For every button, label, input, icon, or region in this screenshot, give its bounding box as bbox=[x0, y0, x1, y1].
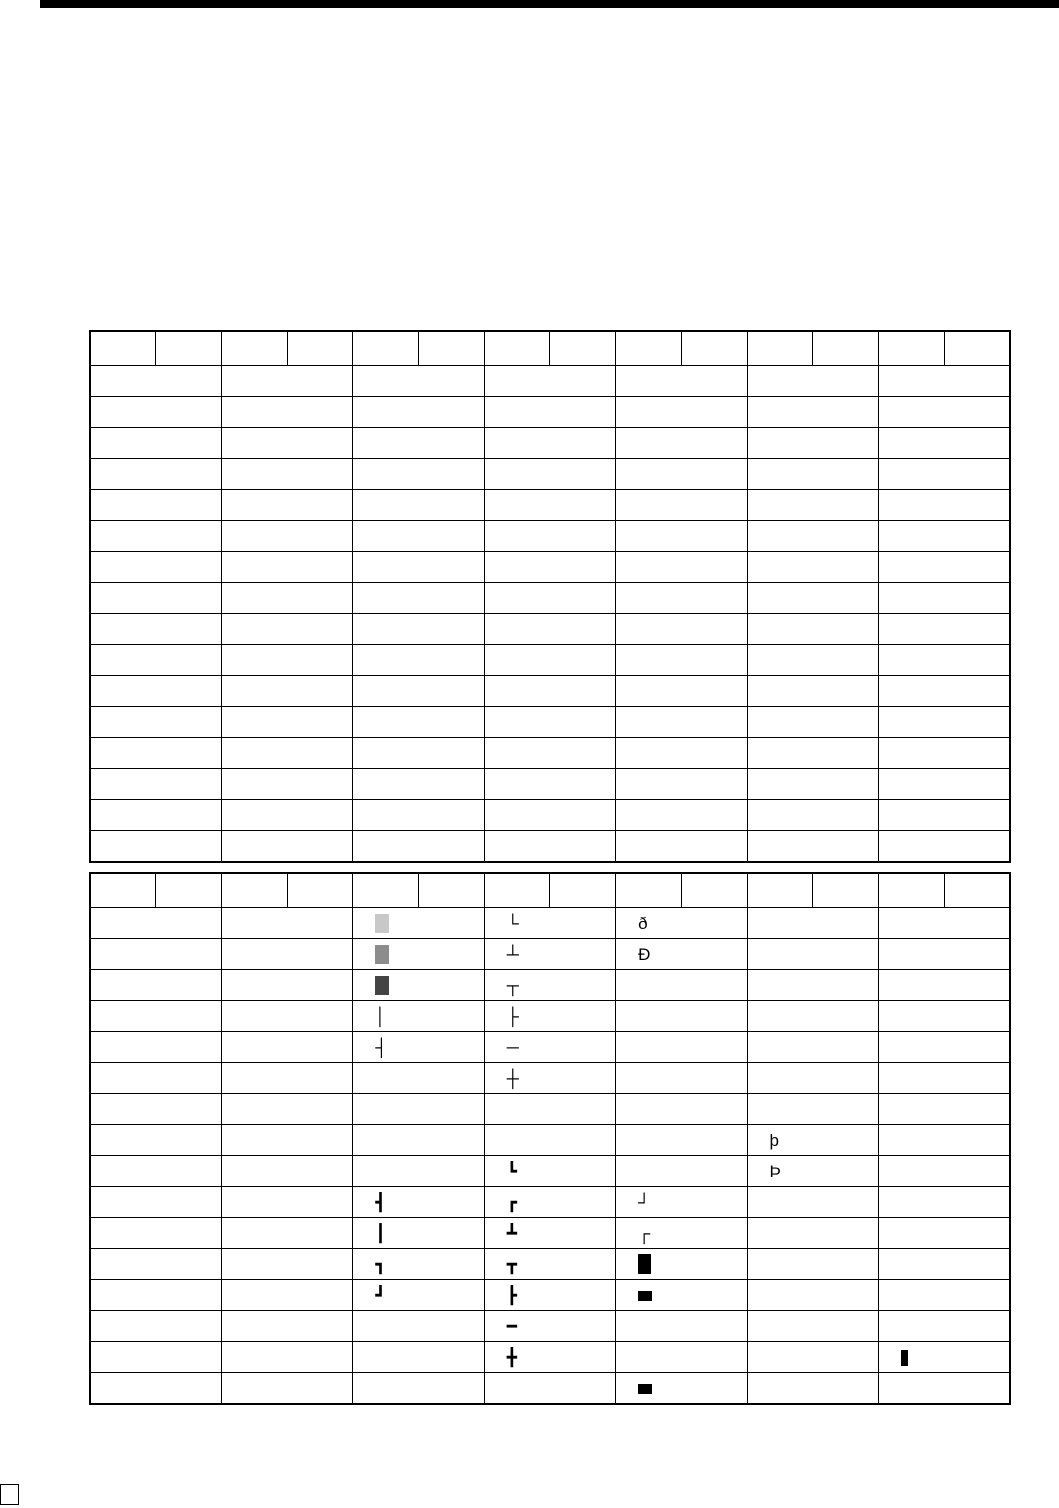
upper-cell bbox=[90, 397, 221, 428]
upper-cell bbox=[90, 707, 221, 738]
lower-cell: ┴ bbox=[484, 939, 615, 970]
upper-cell bbox=[616, 490, 747, 521]
lower-cell bbox=[90, 1373, 221, 1405]
upper-cell bbox=[221, 645, 352, 676]
lower-cell bbox=[747, 1342, 878, 1373]
upper-cell bbox=[221, 459, 352, 490]
lower-cell bbox=[221, 908, 352, 939]
upper-cell bbox=[616, 800, 747, 831]
lower-cell: Đ bbox=[616, 939, 747, 970]
upper-cell bbox=[484, 521, 615, 552]
upper-cell bbox=[878, 831, 1010, 863]
upper-cell bbox=[747, 583, 878, 614]
upper-cell bbox=[221, 428, 352, 459]
upper-cell bbox=[616, 831, 747, 863]
upper-cell bbox=[484, 490, 615, 521]
upper-cell bbox=[616, 428, 747, 459]
lower-cell bbox=[353, 1063, 484, 1094]
upper-cell bbox=[878, 428, 1010, 459]
upper-cell bbox=[353, 707, 484, 738]
upper-cell bbox=[221, 490, 352, 521]
upper-cell bbox=[221, 707, 352, 738]
lower-cell bbox=[90, 939, 221, 970]
upper-row bbox=[90, 428, 1010, 459]
upper-row bbox=[90, 614, 1010, 645]
upper-cell bbox=[221, 614, 352, 645]
upper-cell bbox=[353, 769, 484, 800]
lower-row bbox=[90, 939, 1010, 970]
lower-cell bbox=[484, 1373, 615, 1405]
upper-cell bbox=[878, 707, 1010, 738]
light-shade-block-icon bbox=[375, 914, 389, 933]
lower-cell bbox=[878, 939, 1010, 970]
upper-cell bbox=[747, 490, 878, 521]
upper-cell bbox=[353, 800, 484, 831]
upper-header-cell bbox=[221, 331, 287, 366]
lower-cell bbox=[90, 1187, 221, 1218]
lower-cell bbox=[484, 1125, 615, 1156]
lower-row bbox=[90, 1001, 1010, 1032]
lower-cell bbox=[878, 1373, 1010, 1405]
lower-cell bbox=[221, 1280, 352, 1311]
upper-header-cell bbox=[747, 331, 813, 366]
upper-cell bbox=[484, 459, 615, 490]
upper-row bbox=[90, 490, 1010, 521]
upper-cell bbox=[353, 583, 484, 614]
lower-cell bbox=[353, 1342, 484, 1373]
lower-cell: │ bbox=[353, 1001, 484, 1032]
upper-cell bbox=[221, 769, 352, 800]
lower-header-cell bbox=[944, 873, 1010, 908]
upper-cell bbox=[353, 676, 484, 707]
upper-row bbox=[90, 366, 1010, 397]
lower-row bbox=[90, 1280, 1010, 1311]
lower-cell bbox=[878, 1249, 1010, 1280]
lower-cell bbox=[221, 1187, 352, 1218]
lower-header-cell bbox=[419, 873, 485, 908]
lower-cell bbox=[878, 1001, 1010, 1032]
lower-cell bbox=[353, 970, 484, 1001]
upper-cell bbox=[90, 552, 221, 583]
upper-row bbox=[90, 645, 1010, 676]
upper-cell bbox=[878, 769, 1010, 800]
upper-cell bbox=[353, 397, 484, 428]
lower-header-cell bbox=[878, 873, 944, 908]
upper-cell bbox=[878, 397, 1010, 428]
upper-header-row bbox=[90, 331, 1010, 366]
lower-cell bbox=[616, 1373, 747, 1405]
upper-cell bbox=[616, 583, 747, 614]
lower-cell: ┘ bbox=[616, 1187, 747, 1218]
lower-row bbox=[90, 970, 1010, 1001]
lower-header-cell bbox=[550, 873, 616, 908]
upper-row bbox=[90, 459, 1010, 490]
upper-cell bbox=[616, 614, 747, 645]
upper-row bbox=[90, 800, 1010, 831]
upper-header-cell bbox=[419, 331, 485, 366]
lower-cell: ─ bbox=[484, 1032, 615, 1063]
lower-header-cell bbox=[813, 873, 879, 908]
dark-shade-block-icon bbox=[375, 976, 389, 995]
lower-cell bbox=[353, 1094, 484, 1125]
upper-cell bbox=[353, 521, 484, 552]
upper-cell bbox=[484, 614, 615, 645]
upper-cell bbox=[221, 831, 352, 863]
upper-cell bbox=[353, 459, 484, 490]
lower-cell bbox=[90, 1032, 221, 1063]
upper-cell bbox=[616, 769, 747, 800]
upper-row bbox=[90, 552, 1010, 583]
lower-cell bbox=[747, 970, 878, 1001]
upper-row bbox=[90, 521, 1010, 552]
lower-header-cell bbox=[221, 873, 287, 908]
lower-header-cell bbox=[287, 873, 353, 908]
lower-cell bbox=[747, 1032, 878, 1063]
lower-cell bbox=[221, 1094, 352, 1125]
lower-cell bbox=[221, 1218, 352, 1249]
lower-cell bbox=[353, 1311, 484, 1342]
upper-cell bbox=[353, 428, 484, 459]
upper-cell bbox=[747, 676, 878, 707]
lower-cell: ━ bbox=[484, 1311, 615, 1342]
lower-cell bbox=[221, 1373, 352, 1405]
top-rule bbox=[40, 0, 1059, 8]
lower-cell bbox=[616, 1032, 747, 1063]
upper-cell bbox=[484, 645, 615, 676]
lower-cell bbox=[616, 1094, 747, 1125]
full-block-icon bbox=[638, 1254, 651, 1274]
upper-cell bbox=[90, 769, 221, 800]
upper-row bbox=[90, 707, 1010, 738]
lower-cell bbox=[90, 970, 221, 1001]
lower-cell bbox=[221, 939, 352, 970]
lower-cell bbox=[221, 1032, 352, 1063]
upper-row bbox=[90, 676, 1010, 707]
upper-cell bbox=[484, 397, 615, 428]
lower-header-cell bbox=[90, 873, 156, 908]
lower-row bbox=[90, 1342, 1010, 1373]
lower-row bbox=[90, 1094, 1010, 1125]
lower-cell bbox=[747, 1311, 878, 1342]
upper-cell bbox=[878, 800, 1010, 831]
upper-row bbox=[90, 769, 1010, 800]
upper-cell bbox=[484, 738, 615, 769]
upper-row bbox=[90, 583, 1010, 614]
upper-cell bbox=[747, 521, 878, 552]
lower-cell bbox=[878, 1156, 1010, 1187]
upper-cell bbox=[484, 800, 615, 831]
lower-cell bbox=[747, 1063, 878, 1094]
upper-cell bbox=[353, 738, 484, 769]
upper-cell bbox=[878, 645, 1010, 676]
lower-cell bbox=[878, 1280, 1010, 1311]
lower-cell bbox=[878, 1311, 1010, 1342]
upper-cell bbox=[353, 552, 484, 583]
lower-cell bbox=[90, 1063, 221, 1094]
lower-cell bbox=[616, 970, 747, 1001]
lower-cell bbox=[353, 908, 484, 939]
upper-cell bbox=[747, 552, 878, 583]
lower-header-cell bbox=[156, 873, 222, 908]
lower-cell bbox=[878, 1125, 1010, 1156]
lower-cell: ð bbox=[616, 908, 747, 939]
upper-row bbox=[90, 831, 1010, 863]
lower-row bbox=[90, 1249, 1010, 1280]
lower-header-cell bbox=[747, 873, 813, 908]
lower-cell bbox=[353, 1125, 484, 1156]
lower-cell: └ bbox=[484, 908, 615, 939]
upper-cell bbox=[616, 676, 747, 707]
lower-cell bbox=[747, 1187, 878, 1218]
upper-cell bbox=[747, 800, 878, 831]
medium-shade-block-icon bbox=[375, 945, 389, 964]
upper-cell bbox=[221, 521, 352, 552]
upper-cell bbox=[878, 738, 1010, 769]
upper-cell bbox=[90, 738, 221, 769]
upper-cell bbox=[747, 645, 878, 676]
upper-cell bbox=[484, 366, 615, 397]
upper-cell bbox=[90, 459, 221, 490]
lower-cell bbox=[353, 1156, 484, 1187]
lower-cell bbox=[747, 1001, 878, 1032]
lower-cell bbox=[747, 1218, 878, 1249]
lower-cell: ┳ bbox=[484, 1249, 615, 1280]
upper-header-cell bbox=[681, 331, 747, 366]
upper-cell bbox=[747, 707, 878, 738]
upper-cell bbox=[878, 583, 1010, 614]
upper-cell bbox=[616, 738, 747, 769]
upper-cell bbox=[878, 614, 1010, 645]
lower-cell bbox=[90, 908, 221, 939]
upper-header-cell bbox=[616, 331, 682, 366]
upper-cell bbox=[484, 676, 615, 707]
upper-cell bbox=[484, 552, 615, 583]
lower-cell bbox=[484, 1094, 615, 1125]
character-table-lower bbox=[89, 872, 1011, 1405]
lower-header-cell bbox=[353, 873, 419, 908]
lower-cell bbox=[878, 1063, 1010, 1094]
character-table-upper bbox=[89, 330, 1011, 863]
upper-cell bbox=[221, 738, 352, 769]
upper-cell bbox=[484, 769, 615, 800]
lower-cell bbox=[90, 1249, 221, 1280]
lower-cell bbox=[221, 1156, 352, 1187]
lower-cell bbox=[878, 908, 1010, 939]
upper-cell bbox=[90, 521, 221, 552]
lower-cell bbox=[616, 1125, 747, 1156]
lower-cell bbox=[747, 939, 878, 970]
lower-cell bbox=[221, 1249, 352, 1280]
upper-cell bbox=[616, 397, 747, 428]
lower-cell: ┻ bbox=[484, 1218, 615, 1249]
upper-cell bbox=[484, 831, 615, 863]
lower-cell: Þ bbox=[747, 1156, 878, 1187]
lower-cell: ┛ bbox=[353, 1280, 484, 1311]
upper-row bbox=[90, 738, 1010, 769]
lower-cell: ┼ bbox=[484, 1063, 615, 1094]
upper-cell bbox=[90, 366, 221, 397]
lower-cell bbox=[616, 1063, 747, 1094]
upper-cell bbox=[90, 831, 221, 863]
lower-cell bbox=[747, 1280, 878, 1311]
lower-cell: ┃ bbox=[353, 1218, 484, 1249]
upper-cell bbox=[616, 521, 747, 552]
left-half-block-icon bbox=[901, 1350, 908, 1366]
upper-header-cell bbox=[90, 331, 156, 366]
upper-cell bbox=[616, 552, 747, 583]
lower-cell bbox=[90, 1125, 221, 1156]
lower-cell: ┓ bbox=[353, 1249, 484, 1280]
upper-cell bbox=[747, 614, 878, 645]
lower-cell bbox=[878, 1218, 1010, 1249]
upper-header-cell bbox=[156, 331, 222, 366]
lower-cell: ┤ bbox=[353, 1032, 484, 1063]
lower-header-row bbox=[90, 873, 1010, 908]
upper-header-cell bbox=[287, 331, 353, 366]
upper-cell bbox=[747, 366, 878, 397]
lower-cell: ╋ bbox=[484, 1342, 615, 1373]
page-marker-box bbox=[0, 1484, 19, 1505]
lower-cell bbox=[90, 1280, 221, 1311]
upper-cell bbox=[747, 738, 878, 769]
upper-cell bbox=[90, 800, 221, 831]
upper-cell bbox=[221, 366, 352, 397]
upper-cell bbox=[878, 490, 1010, 521]
lower-cell bbox=[616, 1156, 747, 1187]
upper-header-cell bbox=[353, 331, 419, 366]
upper-cell bbox=[616, 459, 747, 490]
upper-cell bbox=[747, 459, 878, 490]
upper-cell bbox=[90, 645, 221, 676]
lower-header-cell bbox=[681, 873, 747, 908]
upper-cell bbox=[747, 831, 878, 863]
lower-cell bbox=[353, 939, 484, 970]
lower-header-cell bbox=[616, 873, 682, 908]
lower-row bbox=[90, 1311, 1010, 1342]
upper-cell bbox=[221, 552, 352, 583]
lower-cell: ┫ bbox=[353, 1187, 484, 1218]
upper-cell bbox=[90, 583, 221, 614]
lower-cell bbox=[90, 1311, 221, 1342]
lower-cell bbox=[90, 1342, 221, 1373]
upper-cell bbox=[353, 614, 484, 645]
upper-cell bbox=[90, 490, 221, 521]
upper-cell bbox=[353, 490, 484, 521]
lower-row bbox=[90, 1373, 1010, 1405]
upper-cell bbox=[878, 366, 1010, 397]
lower-cell bbox=[221, 1063, 352, 1094]
upper-cell bbox=[484, 583, 615, 614]
lower-cell: ┗ bbox=[484, 1156, 615, 1187]
lower-row bbox=[90, 908, 1010, 939]
lower-row bbox=[90, 1063, 1010, 1094]
lower-half-block-icon bbox=[638, 1291, 652, 1301]
upper-cell bbox=[353, 366, 484, 397]
lower-cell bbox=[616, 1311, 747, 1342]
lower-cell bbox=[221, 1342, 352, 1373]
upper-cell bbox=[878, 676, 1010, 707]
upper-row bbox=[90, 397, 1010, 428]
lower-cell bbox=[221, 1125, 352, 1156]
lower-row bbox=[90, 1187, 1010, 1218]
lower-cell bbox=[221, 970, 352, 1001]
lower-cell bbox=[616, 1249, 747, 1280]
upper-cell bbox=[90, 676, 221, 707]
lower-cell bbox=[878, 1342, 1010, 1373]
upper-cell bbox=[221, 397, 352, 428]
lower-cell: ┣ bbox=[484, 1280, 615, 1311]
upper-header-cell bbox=[813, 331, 879, 366]
lower-cell: ┬ bbox=[484, 970, 615, 1001]
lower-cell: ├ bbox=[484, 1001, 615, 1032]
upper-cell bbox=[484, 428, 615, 459]
lower-cell bbox=[747, 908, 878, 939]
lower-row bbox=[90, 1156, 1010, 1187]
lower-cell bbox=[747, 1249, 878, 1280]
lower-cell: ┏ bbox=[484, 1187, 615, 1218]
upper-cell bbox=[747, 769, 878, 800]
lower-cell bbox=[90, 1156, 221, 1187]
lower-half-block-icon bbox=[638, 1384, 652, 1394]
upper-cell bbox=[878, 459, 1010, 490]
lower-cell bbox=[878, 1094, 1010, 1125]
lower-cell bbox=[616, 1342, 747, 1373]
upper-cell bbox=[90, 614, 221, 645]
upper-cell bbox=[353, 645, 484, 676]
lower-cell bbox=[878, 1032, 1010, 1063]
upper-cell bbox=[616, 366, 747, 397]
lower-cell bbox=[616, 1280, 747, 1311]
lower-cell bbox=[221, 1001, 352, 1032]
lower-cell bbox=[90, 1218, 221, 1249]
lower-cell bbox=[221, 1311, 352, 1342]
upper-cell bbox=[221, 676, 352, 707]
lower-row bbox=[90, 1125, 1010, 1156]
upper-cell bbox=[221, 583, 352, 614]
upper-cell bbox=[878, 552, 1010, 583]
upper-cell bbox=[616, 707, 747, 738]
lower-row bbox=[90, 1218, 1010, 1249]
lower-cell: þ bbox=[747, 1125, 878, 1156]
upper-cell bbox=[747, 428, 878, 459]
upper-cell bbox=[878, 521, 1010, 552]
upper-header-cell bbox=[484, 331, 550, 366]
lower-cell bbox=[90, 1094, 221, 1125]
lower-cell bbox=[747, 1094, 878, 1125]
lower-cell bbox=[90, 1001, 221, 1032]
upper-cell bbox=[616, 645, 747, 676]
lower-cell bbox=[747, 1373, 878, 1405]
lower-cell bbox=[353, 1373, 484, 1405]
lower-header-cell bbox=[484, 873, 550, 908]
upper-header-cell bbox=[944, 331, 1010, 366]
upper-cell bbox=[484, 707, 615, 738]
upper-header-cell bbox=[878, 331, 944, 366]
upper-cell bbox=[747, 397, 878, 428]
lower-cell: ┌ bbox=[616, 1218, 747, 1249]
lower-cell bbox=[616, 1001, 747, 1032]
upper-cell bbox=[90, 428, 221, 459]
upper-header-cell bbox=[550, 331, 616, 366]
upper-cell bbox=[221, 800, 352, 831]
lower-cell bbox=[878, 1187, 1010, 1218]
lower-cell bbox=[878, 970, 1010, 1001]
lower-row bbox=[90, 1032, 1010, 1063]
upper-cell bbox=[353, 831, 484, 863]
